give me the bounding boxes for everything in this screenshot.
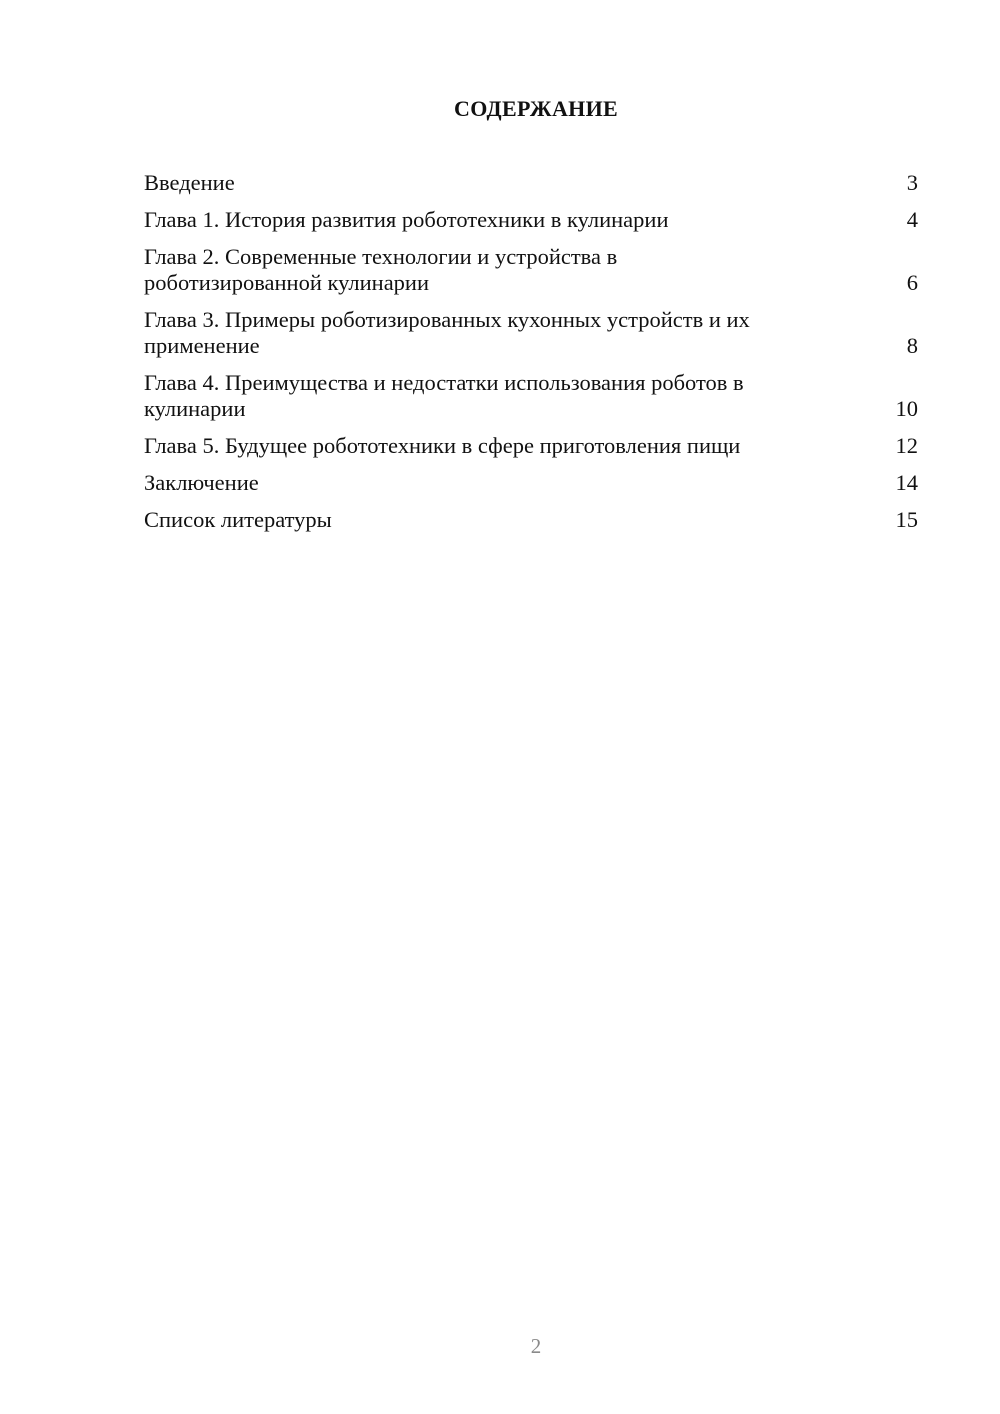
toc-entry-text: Глава 2. Современные технологии и устройства в роботизированной кулинарии bbox=[144, 244, 618, 295]
toc-entry-references bbox=[144, 507, 918, 533]
toc-entry-text: Глава 3. Примеры роботизированных кухонных устройств и их применение bbox=[144, 307, 750, 358]
toc-title: СОДЕРЖАНИЕ bbox=[454, 96, 618, 121]
page-number: 2 bbox=[530, 1334, 542, 1358]
toc-entry-chapter-5 bbox=[144, 433, 918, 459]
toc-entry-introduction bbox=[144, 170, 918, 196]
toc-entry-page: 4 bbox=[906, 207, 918, 232]
toc-entry-page: 14 bbox=[895, 470, 918, 495]
toc-entry-text: Глава 5. Будущее робототехники в сфере приготовления пищи bbox=[144, 433, 741, 458]
toc-entry-page: 12 bbox=[895, 433, 918, 458]
toc-entry-text: Список литературы bbox=[144, 507, 332, 532]
table-of-contents bbox=[144, 170, 918, 544]
toc-entry-chapter-1 bbox=[144, 207, 918, 233]
toc-entry-page: 6 bbox=[906, 270, 918, 295]
toc-entry-text: Глава 4. Преимущества и недостатки использования роботов в кулинарии bbox=[144, 370, 744, 421]
toc-entry-text: Заключение bbox=[144, 470, 259, 495]
toc-entry-conclusion bbox=[144, 470, 918, 496]
toc-entry-chapter-3 bbox=[144, 307, 918, 359]
toc-entry-page: 3 bbox=[906, 170, 918, 195]
toc-entry-chapter-2 bbox=[144, 244, 918, 296]
toc-entry-text: Введение bbox=[144, 170, 235, 195]
toc-entry-chapter-4 bbox=[144, 370, 918, 422]
toc-entry-page: 15 bbox=[895, 507, 918, 532]
toc-entry-page: 8 bbox=[906, 333, 918, 358]
toc-entry-text: Глава 1. История развития робототехники в кулинарии bbox=[144, 207, 669, 232]
toc-entry-page: 10 bbox=[895, 396, 918, 421]
